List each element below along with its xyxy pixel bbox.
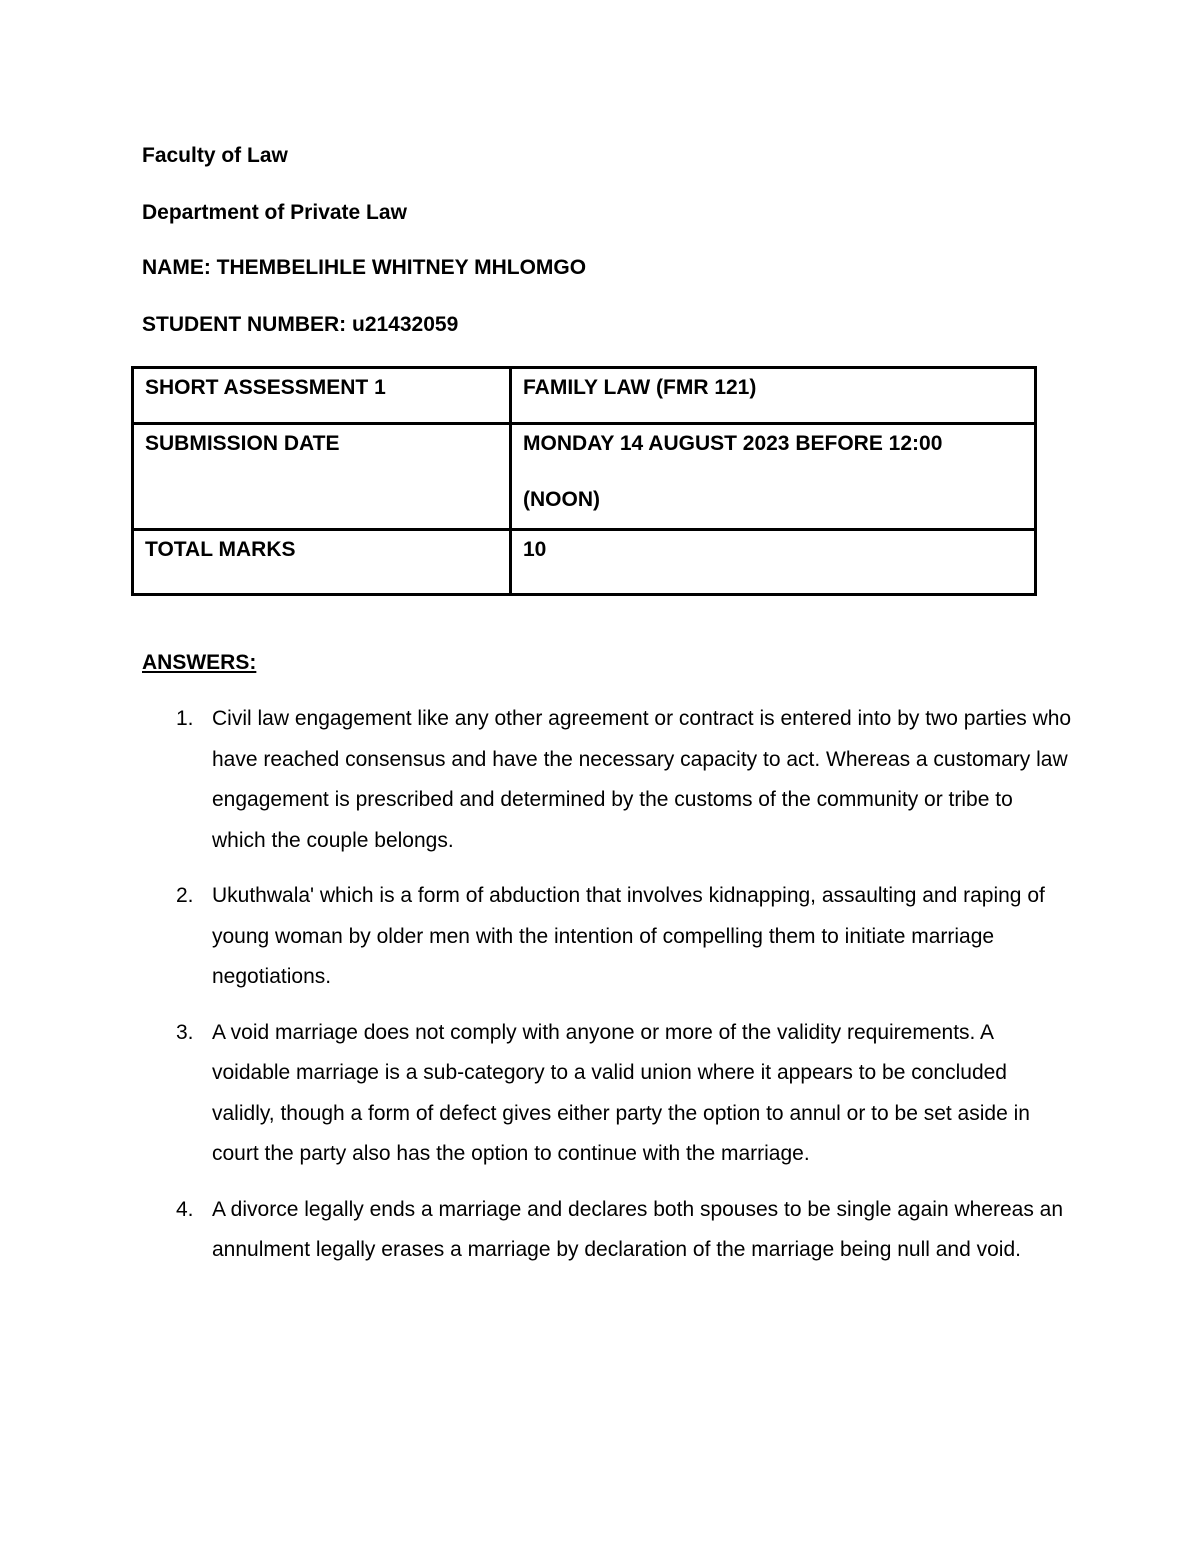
submission-date-value-line2: (NOON)	[523, 488, 600, 511]
total-marks-value-cell: 10	[511, 530, 1036, 595]
answers-heading: ANSWERS:	[142, 651, 257, 674]
table-row	[133, 530, 1036, 595]
answer-text: A divorce legally ends a marriage and declares both spouses to be single again whereas an annulment legally erases a marriage by declaration of the marriage being null and void.	[212, 1197, 1064, 1261]
submission-date-value-cell	[511, 424, 1036, 530]
answer-number: 1.	[176, 707, 194, 730]
student-number: STUDENT NUMBER: u21432059	[142, 313, 459, 336]
faculty-heading: Faculty of Law	[142, 144, 288, 167]
answer-text: Ukuthwala' which is a form of abduction that involves kidnapping, assaulting and raping of young woman by older men with the intention of compelling them to initiate marriage negotiations.	[212, 884, 1045, 988]
answer-item-1	[142, 699, 1072, 861]
submission-date-label-cell: SUBMISSION DATE	[133, 424, 511, 530]
submission-date-value: MONDAY 14 AUGUST 2023 BEFORE 12:00	[523, 432, 943, 455]
department-heading: Department of Private Law	[142, 201, 407, 224]
answer-item-4	[142, 1190, 1072, 1271]
answer-item-2	[142, 876, 1072, 998]
assessment-label-cell: SHORT ASSESSMENT 1	[133, 368, 511, 424]
answer-number: 4.	[176, 1197, 194, 1221]
total-marks-label-cell: TOTAL MARKS	[133, 530, 511, 595]
answers-list	[142, 699, 1072, 1286]
assessment-info-table	[131, 366, 1037, 596]
student-name: NAME: THEMBELIHLE WHITNEY MHLOMGO	[142, 256, 587, 279]
table-row	[133, 424, 1036, 530]
answer-text: A void marriage does not comply with anyone or more of the validity requirements. A voidable marriage is a sub-category to a valid union where it appears to be concluded validly, though a form of defect gives either party the option to annul or to be set aside in court the party also has the option to continue with the marriage.	[212, 1020, 1030, 1165]
assessment-value-cell: FAMILY LAW (FMR 121)	[511, 368, 1036, 424]
answer-item-3	[142, 1013, 1072, 1175]
answer-number: 3.	[176, 1020, 194, 1044]
answer-number: 2.	[176, 884, 194, 907]
answer-text: Civil law engagement like any other agreement or contract is entered into by two parties who have reached consensus and have the necessary capacity to act. Whereas a customary law engagement is prescribed and determined by the customs of the community or tribe to which the couple belongs.	[212, 707, 1072, 852]
